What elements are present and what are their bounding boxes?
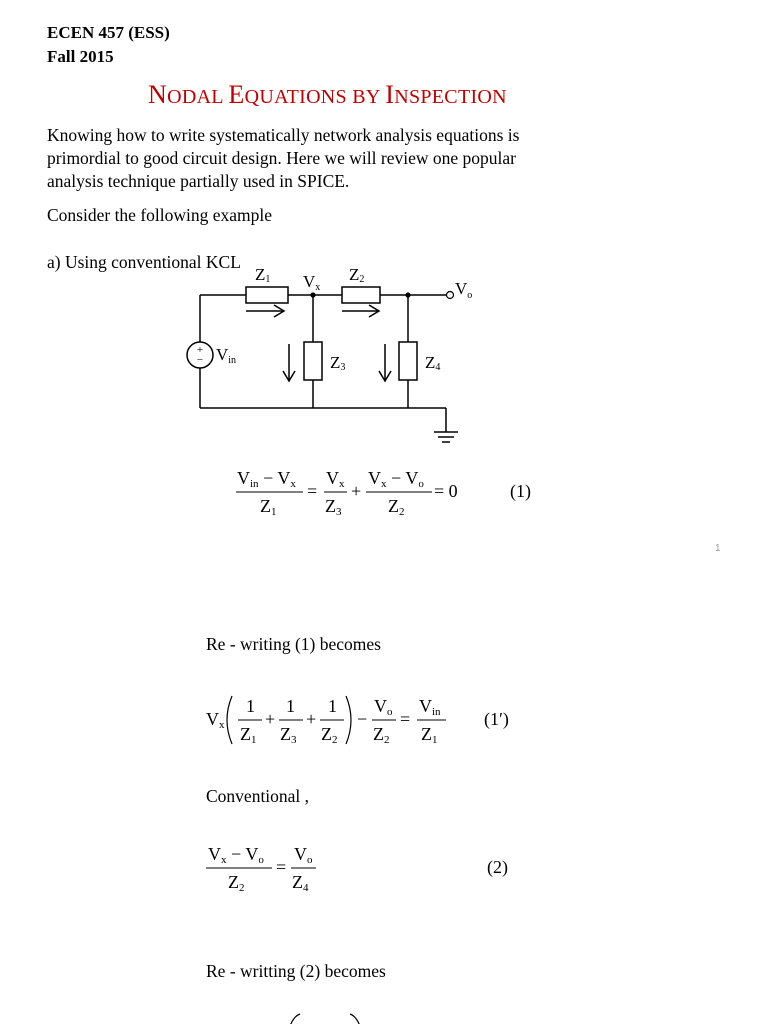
- intro-line-3: analysis technique partially used in SPICE.: [47, 171, 350, 191]
- svg-text:=: =: [307, 481, 318, 501]
- svg-text:Z4: Z4: [292, 872, 309, 894]
- rewrite-1-text: Re - writing (1) becomes: [206, 634, 381, 654]
- label-vin: Vin: [216, 345, 237, 366]
- svg-text:Vx: Vx: [206, 709, 225, 731]
- svg-text:Vx: Vx: [326, 468, 345, 490]
- output-terminal: [447, 292, 454, 299]
- label-z3: Z3: [330, 353, 346, 373]
- node-vx: [310, 292, 315, 297]
- svg-text:=: =: [276, 857, 287, 877]
- circuit-diagram: [0, 0, 768, 460]
- part-a-label: a) Using conventional KCL: [47, 252, 241, 272]
- svg-text:+: +: [306, 709, 317, 729]
- svg-text:1: 1: [286, 696, 295, 716]
- svg-text:Z2: Z2: [388, 496, 405, 518]
- source-minus: −: [196, 354, 204, 366]
- term: Fall 2015: [47, 47, 114, 66]
- consider-text: Consider the following example: [47, 205, 273, 225]
- equation-2: [0, 838, 768, 898]
- label-vo: $V_o$: [455, 279, 473, 301]
- course-code: ECEN 457 (ESS): [47, 23, 170, 42]
- svg-text:=: =: [400, 709, 411, 729]
- conventional-text: Conventional ,: [206, 786, 310, 806]
- svg-text:+: +: [351, 481, 362, 501]
- svg-text:= 0: = 0: [434, 481, 458, 501]
- label-vx: Vx: [303, 272, 321, 293]
- node-top-right: [405, 292, 410, 297]
- rewrite-2-text: Re - writting (2) becomes: [206, 961, 386, 981]
- svg-text:Vin: Vin: [419, 696, 441, 718]
- intro-line-1: Knowing how to write systematically network analysis equations is: [47, 125, 520, 145]
- equation-1: [0, 460, 768, 520]
- svg-text:Z1: Z1: [421, 724, 438, 746]
- page-title: NODAL EQUATIONS BY INSPECTION: [148, 80, 507, 109]
- svg-text:Vo: Vo: [374, 696, 393, 718]
- svg-text:Z2: Z2: [321, 724, 338, 746]
- svg-text:Vo: Vo: [294, 844, 313, 866]
- svg-text:Z3: Z3: [325, 496, 342, 518]
- svg-text:+: +: [265, 709, 276, 729]
- svg-text:Z1: Z1: [240, 724, 257, 746]
- source-plus: +: [196, 344, 204, 356]
- svg-text:1: 1: [328, 696, 337, 716]
- z2-resistor: [342, 287, 380, 303]
- z4-resistor: [399, 342, 417, 380]
- z1-resistor: [246, 287, 288, 303]
- svg-text:1: 1: [246, 696, 255, 716]
- equation-1-prime: [0, 690, 768, 750]
- svg-text:Vx − Vo: Vx − Vo: [368, 468, 424, 490]
- page-number: 1: [715, 543, 721, 554]
- label-z1: Z1: [255, 265, 271, 285]
- svg-text:(1): (1): [510, 481, 531, 501]
- svg-text:−: −: [357, 709, 368, 729]
- label-z2: Z2: [349, 265, 365, 285]
- cutoff-equation-parens: [0, 1012, 768, 1024]
- svg-text:Z2: Z2: [373, 724, 390, 746]
- svg-text:(2): (2): [487, 857, 508, 877]
- svg-text:Z1: Z1: [260, 496, 277, 518]
- svg-text:(1′): (1′): [484, 709, 509, 729]
- svg-text:Vx − Vo: Vx − Vo: [208, 844, 264, 866]
- svg-text:Vin − Vx: Vin − Vx: [237, 468, 296, 490]
- label-z4: Z4: [425, 353, 441, 373]
- svg-text:Z2: Z2: [228, 872, 245, 894]
- z3-resistor: [304, 342, 322, 380]
- svg-text:Z3: Z3: [280, 724, 297, 746]
- intro-line-2: primordial to good circuit design. Here we will review one popular: [47, 148, 516, 168]
